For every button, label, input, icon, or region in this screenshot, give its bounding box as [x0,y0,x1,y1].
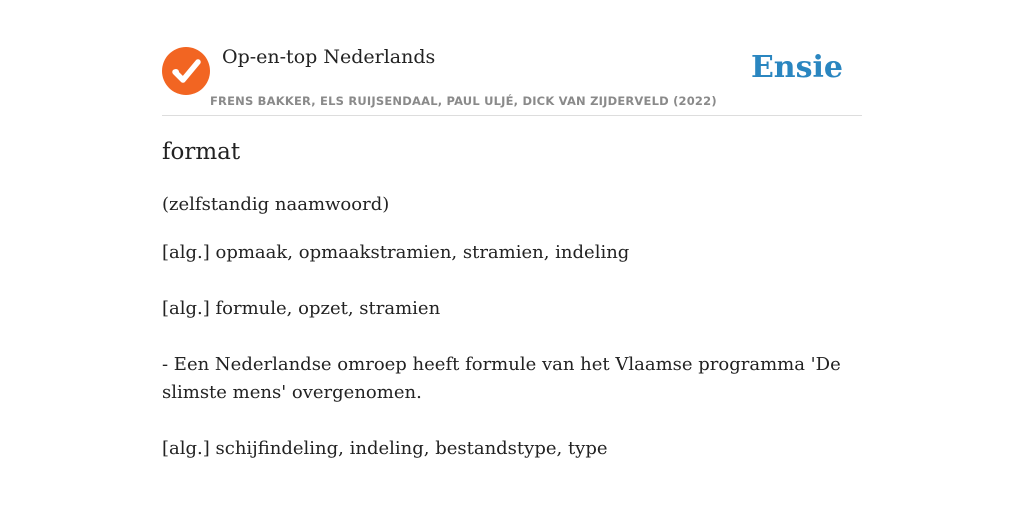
brand-logo[interactable]: Ensie [750,50,843,85]
source-title[interactable]: Op-en-top Nederlands [222,46,436,68]
definition-item: [alg.] formule, opzet, stramien [162,298,441,319]
checkmark-icon [162,47,210,95]
source-header [162,0,862,116]
source-authors: FRENS BAKKER, ELS RUIJSENDAAL, PAUL ULJÉ, DICK VAN ZIJDERVELD (2022) [210,94,717,108]
definition-item: [alg.] opmaak, opmaakstramien, stramien, indeling [162,242,630,263]
example-sentence: - Een Nederlandse omroep heeft formule van het Vlaamse programma 'De slimste mens' overgenomen. [162,354,841,403]
headword: format [162,139,241,165]
part-of-speech: (zelfstandig naamwoord) [162,194,390,215]
page [162,0,862,512]
definition-item: [alg.] schijfindeling, indeling, bestandstype, type [162,438,608,459]
